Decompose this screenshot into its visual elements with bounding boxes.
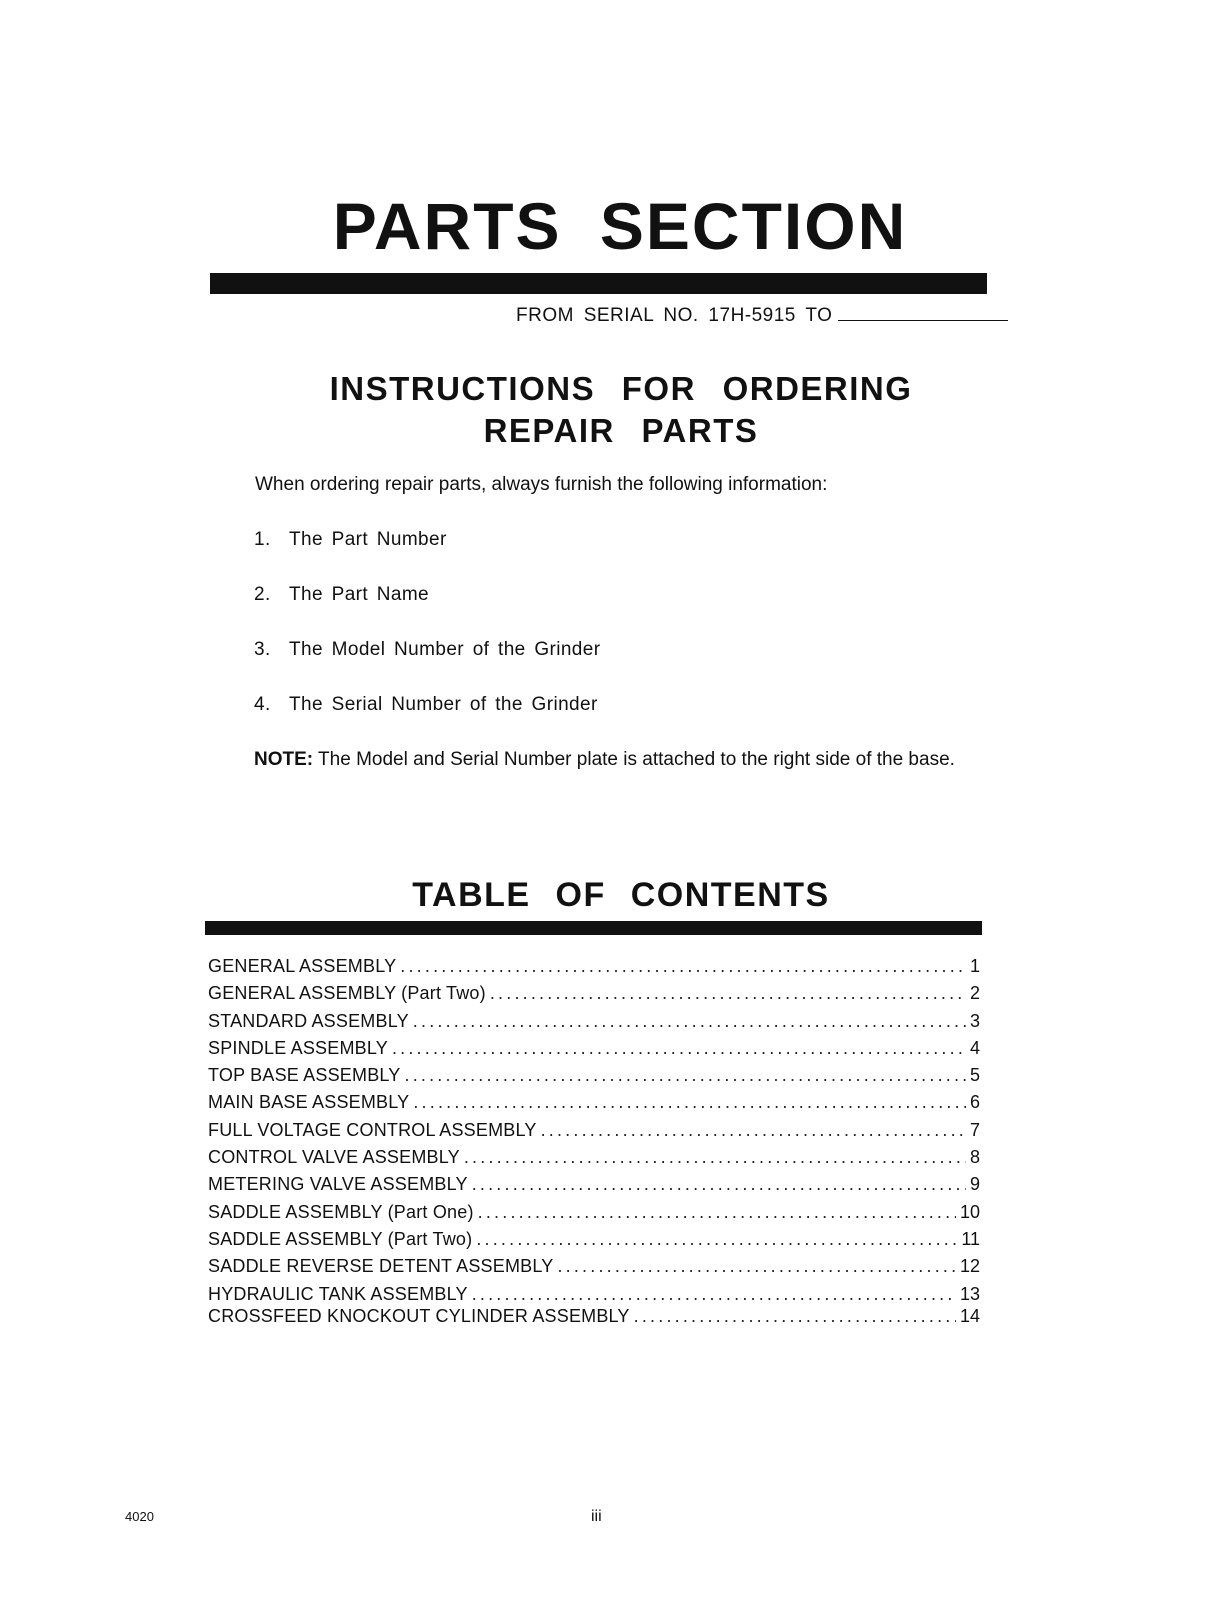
toc-dot-leader	[557, 1256, 956, 1277]
toc-dot-leader	[464, 1147, 966, 1168]
toc-entry-page: 14	[959, 1305, 980, 1326]
toc-dot-leader	[400, 956, 966, 977]
toc-dot-leader	[392, 1038, 966, 1059]
toc-entry-page: 13	[959, 1283, 980, 1304]
toc-entry-label: CROSSFEED KNOCKOUT CYLINDER ASSEMBLY	[208, 1305, 630, 1326]
toc-entry[interactable]	[208, 1229, 980, 1256]
serial-blank-line	[838, 308, 1008, 321]
note-text: The Model and Serial Number plate is attached to the right side of the base.	[313, 749, 955, 770]
toc-entry[interactable]	[208, 1256, 980, 1283]
list-item	[254, 639, 600, 661]
toc-title: TABLE OF CONTENTS	[412, 876, 830, 914]
toc-entry-label: GENERAL ASSEMBLY	[208, 956, 397, 976]
toc-dot-leader	[476, 1229, 957, 1250]
toc-dot-leader	[478, 1202, 956, 1223]
toc-entry[interactable]	[208, 1147, 980, 1174]
toc-entry[interactable]	[208, 1092, 980, 1119]
list-item	[254, 694, 598, 716]
toc-entry[interactable]	[208, 983, 980, 1010]
toc-entry-page: 2	[969, 983, 980, 1004]
toc-entry[interactable]	[208, 1038, 980, 1065]
toc-entry-page: 8	[969, 1147, 980, 1168]
toc-entry-page: 1	[969, 956, 980, 976]
list-item-number: 4.	[254, 694, 271, 715]
toc-dot-leader	[413, 1011, 966, 1032]
instructions-heading-line1: INSTRUCTIONS FOR ORDERING	[329, 370, 913, 407]
list-item	[254, 529, 447, 551]
page-number: iii	[591, 1508, 602, 1525]
toc-entry[interactable]	[208, 1284, 980, 1306]
toc-entry-label: SPINDLE ASSEMBLY	[208, 1037, 388, 1058]
toc-entry-page: 3	[969, 1010, 980, 1031]
table-of-contents	[208, 956, 980, 1333]
toc-dot-leader	[472, 1284, 956, 1305]
toc-entry[interactable]	[208, 1202, 980, 1229]
toc-entry-label: MAIN BASE ASSEMBLY	[208, 1092, 410, 1113]
toc-entry[interactable]	[208, 1174, 980, 1201]
toc-entry-label: FULL VOLTAGE CONTROL ASSEMBLY	[208, 1119, 537, 1140]
toc-dot-leader	[490, 983, 966, 1004]
toc-entry[interactable]	[208, 1306, 980, 1333]
toc-entry-label: SADDLE ASSEMBLY (Part Two)	[208, 1228, 473, 1249]
toc-entry[interactable]	[208, 1120, 980, 1147]
toc-entry-label: HYDRAULIC TANK ASSEMBLY	[208, 1283, 468, 1304]
list-item-number: 3.	[254, 639, 271, 660]
toc-entry[interactable]	[208, 956, 980, 983]
serial-range	[516, 305, 1008, 327]
toc-entry-page: 6	[969, 1092, 980, 1113]
instructions-intro: When ordering repair parts, always furnish the following information:	[255, 474, 828, 495]
note	[254, 749, 955, 771]
toc-entry[interactable]	[208, 1011, 980, 1038]
toc-dot-leader	[413, 1092, 966, 1113]
toc-entry-label: METERING VALVE ASSEMBLY	[208, 1174, 468, 1195]
toc-entry-page: 4	[969, 1037, 980, 1058]
list-item-number: 2.	[254, 584, 271, 605]
toc-entry-label: SADDLE REVERSE DETENT ASSEMBLY	[208, 1256, 554, 1277]
list-item-text: The Part Name	[289, 584, 430, 605]
list-item-text: The Part Number	[289, 529, 447, 550]
list-item-text: The Model Number of the Grinder	[289, 639, 601, 660]
toc-entry-page: 12	[959, 1256, 980, 1277]
toc-entry-label: STANDARD ASSEMBLY	[208, 1010, 409, 1031]
toc-entry-page: 9	[969, 1174, 980, 1195]
toc-entry-label: TOP BASE ASSEMBLY	[208, 1065, 401, 1086]
list-item	[254, 584, 429, 606]
toc-dot-leader	[634, 1306, 956, 1327]
serial-text: FROM SERIAL NO. 17H-5915 TO	[516, 305, 833, 326]
toc-entry-page: 5	[969, 1065, 980, 1086]
toc-entry-label: SADDLE ASSEMBLY (Part One)	[208, 1201, 474, 1222]
toc-dot-leader	[405, 1065, 966, 1086]
toc-entry-label: GENERAL ASSEMBLY (Part Two)	[208, 983, 486, 1004]
page-title: PARTS SECTION	[332, 189, 908, 263]
toc-entry-page: 11	[961, 1228, 980, 1249]
document-code: 4020	[125, 1509, 154, 1524]
instructions-heading-line2: REPAIR PARTS	[483, 412, 759, 449]
toc-dot-leader	[472, 1174, 966, 1195]
list-item-text: The Serial Number of the Grinder	[289, 694, 598, 715]
toc-entry-page: 10	[959, 1201, 980, 1222]
title-rule	[210, 273, 987, 294]
list-item-number: 1.	[254, 529, 271, 550]
toc-rule	[205, 921, 982, 935]
note-label: NOTE:	[254, 749, 314, 770]
toc-entry-label: CONTROL VALVE ASSEMBLY	[208, 1147, 460, 1168]
toc-entry[interactable]	[208, 1065, 980, 1092]
toc-dot-leader	[541, 1120, 966, 1141]
toc-entry-page: 7	[969, 1119, 980, 1140]
